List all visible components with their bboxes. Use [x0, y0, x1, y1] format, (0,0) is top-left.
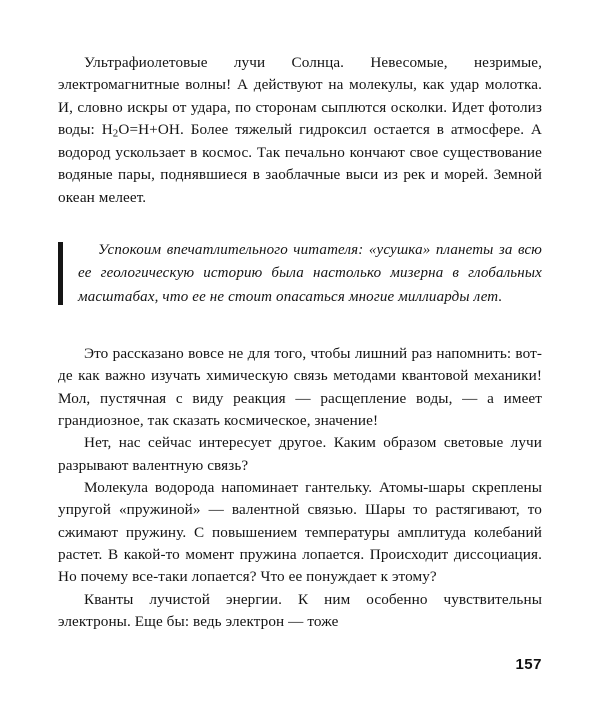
page-body — [58, 52, 542, 634]
paragraph-text-part-2: Более тяжелый гидроксил остается в атмосфере. А водород ускользает в космос. Так печально кончают свое существование водяные пары, поднявшиеся в заоблачные выси из рек и морей. Земной океан мелеет. — [58, 121, 542, 206]
page-number: 157 — [515, 656, 542, 673]
paragraph-light-rays: Нет, нас сейчас интересует другое. Каким образом световые лучи разрывают валентную связь? — [58, 434, 542, 474]
pullquote-bar — [58, 242, 63, 305]
paragraph-ultraviolet — [58, 52, 542, 209]
paragraph-block-bottom — [58, 343, 542, 633]
formula-prefix: H — [101, 121, 113, 139]
pullquote-text: Успокоим впечатлительного читателя: «усушка» планеты за всю ее геологическую историю была настолько мизерна в глобальных масштабах, что ее не стоит опасаться многие миллиарды лет. — [78, 241, 542, 305]
chemical-formula — [102, 121, 184, 138]
pullquote-block — [58, 239, 542, 309]
formula-suffix: O=H+OH. — [118, 121, 184, 139]
paragraph-hydrogen-molecule: Молекула водорода напоминает гантельку. Атомы-шары скреплены упругой «пружиной» — валентной связью. Шары то растягивают, то сжимают пружину. С повышением температуры амплитуда колебаний растет. В какой-то момент пружина лопается. Происходит диссоциация. Но почему все-таки лопается? Что ее понуждает к этому? — [58, 479, 542, 586]
formula-subscript: 2 — [112, 127, 119, 140]
paragraph-text-part-1: Ультрафиолетовые лучи Солнца. Невесомые, незримые, электромагнитные волны! А действуют на молекулы, как удар молотка. И, словно искры от удара, по сторонам сыплются осколки. Идет фотолиз воды: — [58, 54, 542, 139]
paragraph-quantum-mechanics: Это рассказано вовсе не для того, чтобы лишний раз напомнить: вот-де как важно изучать химическую связь методами квантовой механики! Мол, пустячная с виду реакция — расщепление воды, — а имеет грандиозное, так сказать космическое, значение! — [58, 345, 542, 430]
paragraph-energy-quanta: Кванты лучистой энергии. К ним особенно чувствительны электроны. Еще бы: ведь электрон — тоже — [58, 590, 542, 631]
paragraph-block-top — [58, 52, 542, 209]
